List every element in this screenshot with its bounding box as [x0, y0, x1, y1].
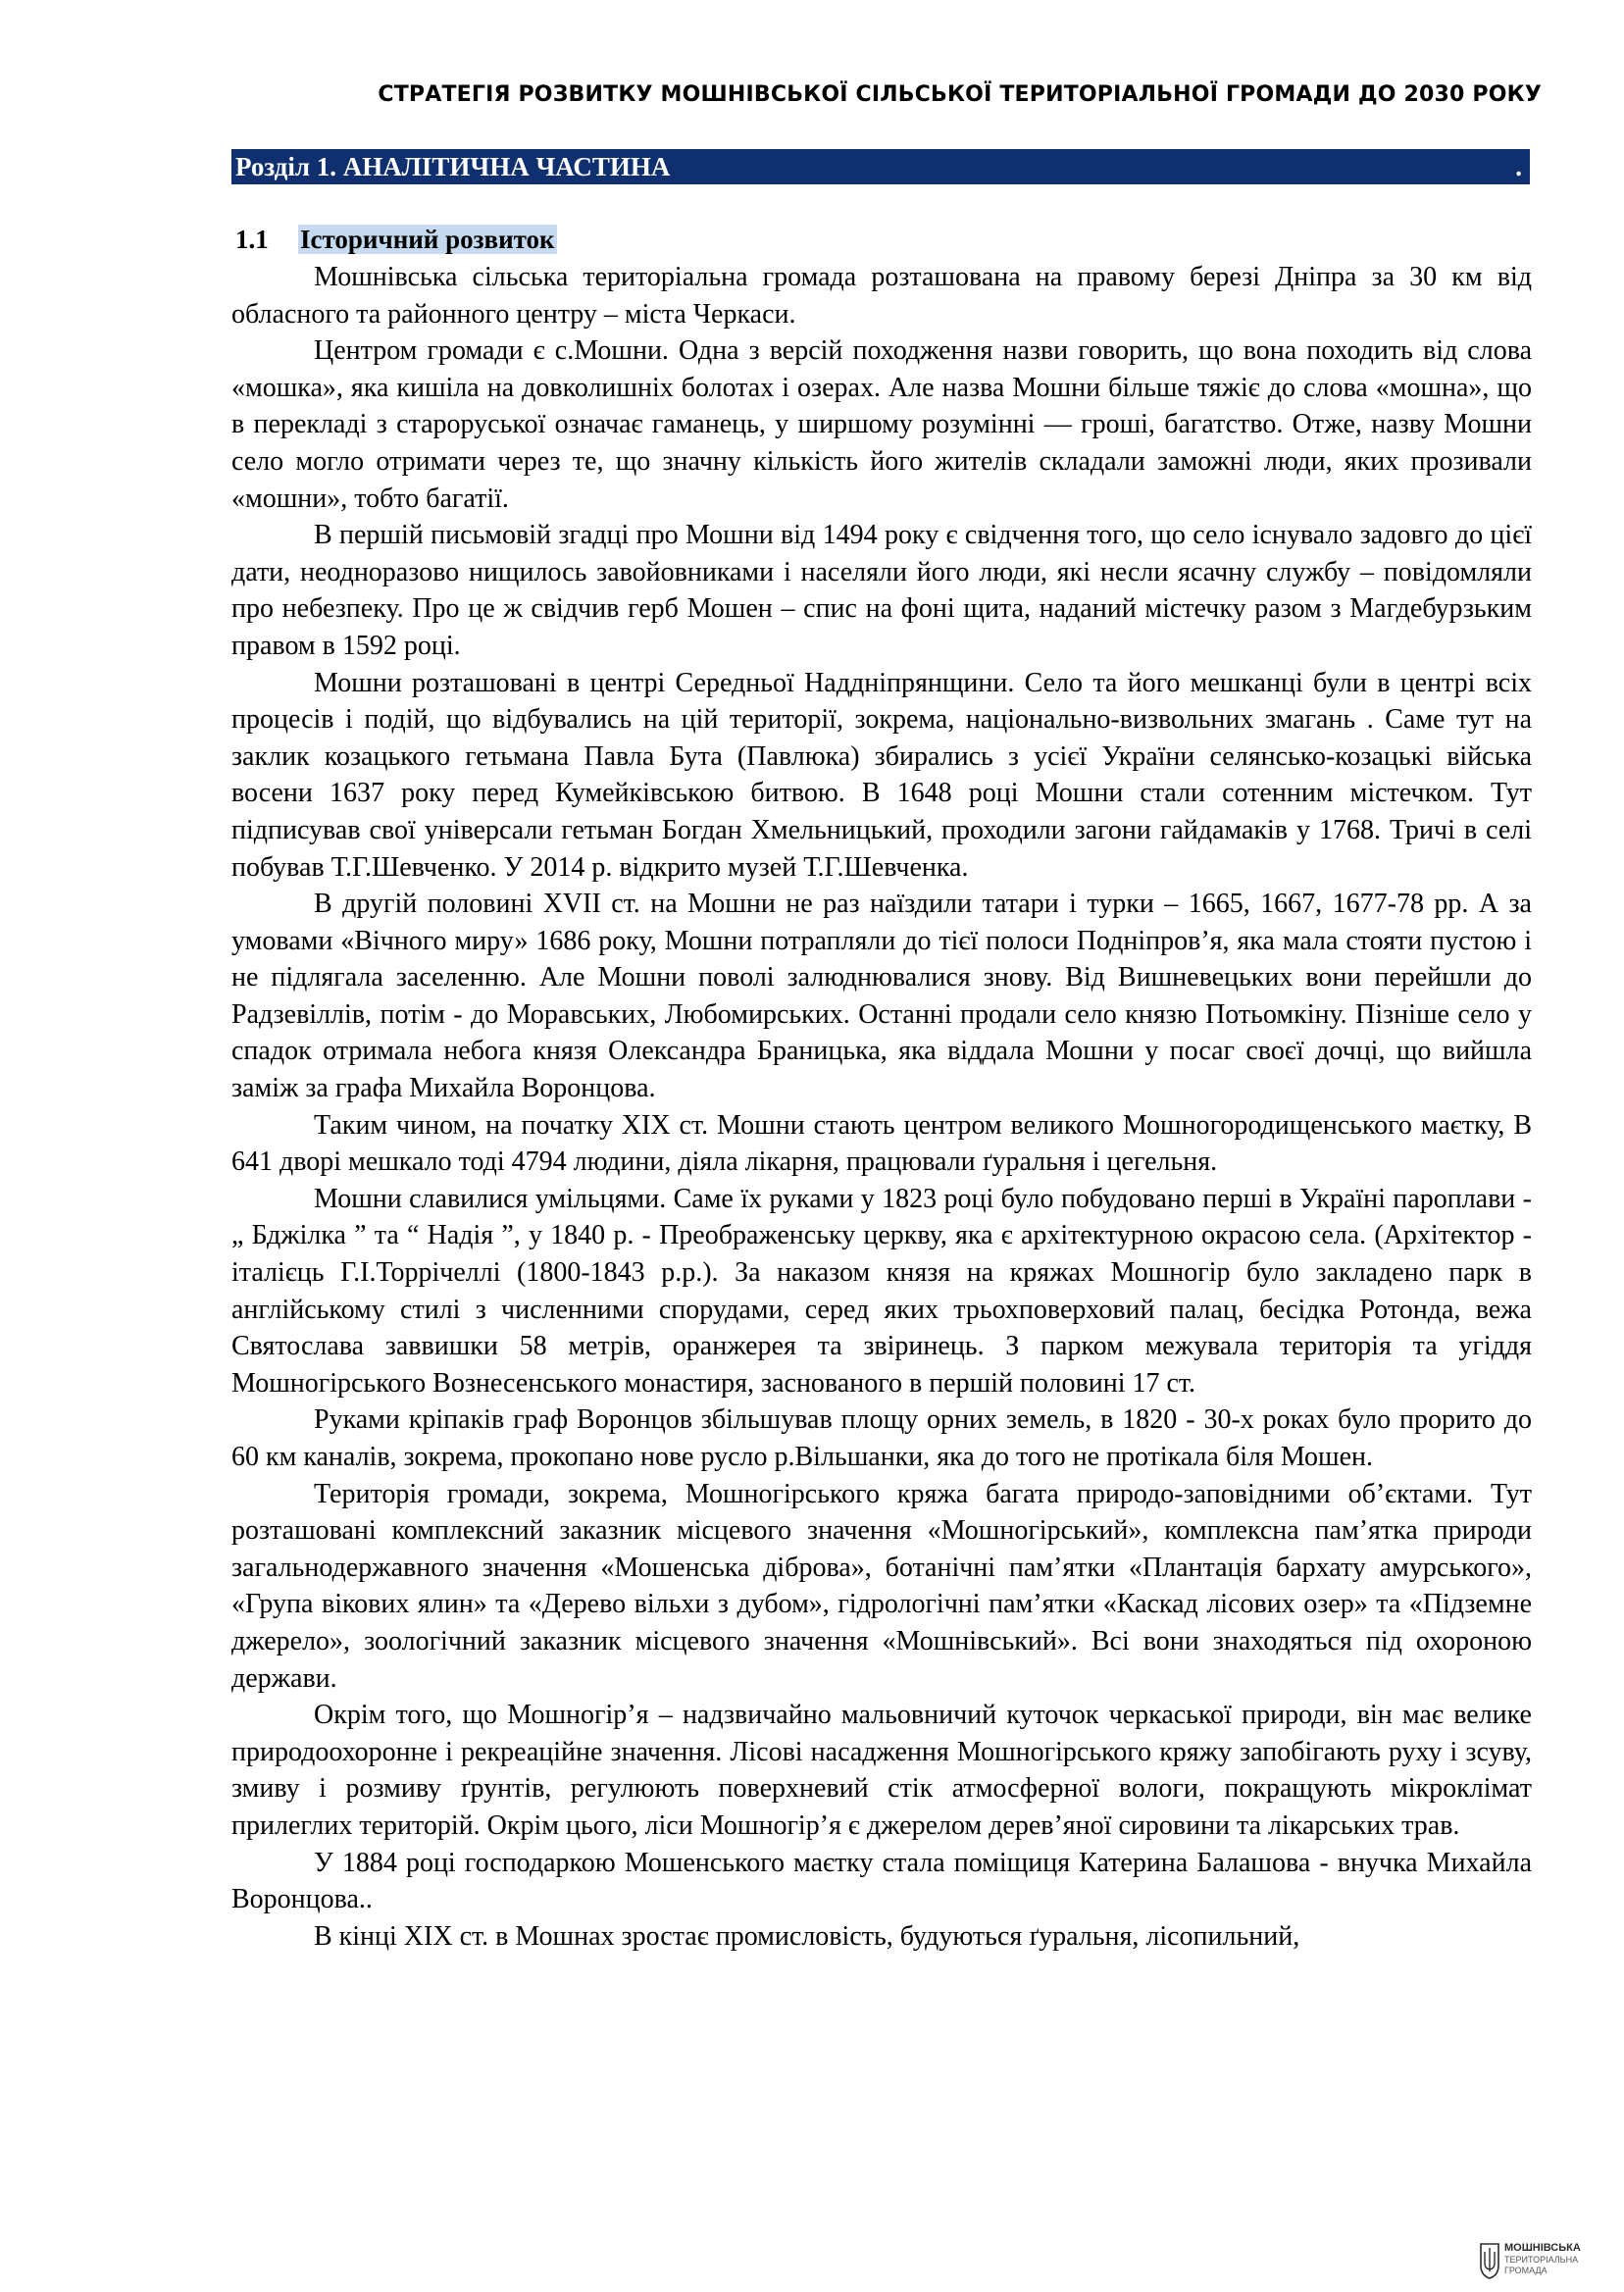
subsection-title: Історичний розвиток: [300, 225, 555, 254]
logo-line-1: МОШНІВСЬКА: [1504, 2242, 1581, 2254]
community-logo: [1479, 2242, 1587, 2281]
page-header: СТРАТЕГІЯ РОЗВИТКУ МОШНІВСЬКОЇ СІЛЬСЬКОЇ ТЕРИТОРІАЛЬНОЇ ГРОМАДИ ДО 2030 РОКУ: [378, 82, 1542, 107]
section-trailing-dot: .: [1515, 152, 1522, 181]
trident-shield-icon: [1479, 2242, 1500, 2279]
paragraph: Територія громади, зокрема, Мошногірського кряжа багата природо-заповідними об’єктами. Тут розташовані комплексний заказник місцевого значення «Мошногірський», комплексна пам’ятка природи загальнодержавного значення «Мошенська діброва», ботанічні пам’ятки «Плантація бархату амурського», «Група вікових ялин» та «Дерево вільхи з дубом», гідрологічні пам’ятки «Каскад лісових озер» та «Підземне джерело», зоологічний заказник місцевого значення «Мошнівський». Всі вони знаходяться під охороною держави.: [231, 1478, 1532, 1694]
logo-text: [1504, 2242, 1589, 2276]
logo-line-2: ТЕРИТОРІАЛЬНА: [1504, 2255, 1579, 2265]
paragraph: Таким чином, на початку XIX ст. Мошни стають центром великого Мошногородищенського маєтку, В 641 дворі мешкало тоді 4794 людини, діяла лікарня, працювали ґуральня і цегельня.: [231, 1109, 1532, 1178]
paragraph: Мошни славилися умільцями. Саме їх руками у 1823 році було побудовано перші в Україні пароплави - „ Бджілка ” та “ Надія ”, у 1840 р. - Преображенську церкву, яка є архітектурною окрасою села. (Архітектор - італієць Г.І.Торрічеллі (1800-1843 р.р.). За наказом князя на кряжах Мошногір було закладено парк в англійському стилі з численними спорудами, серед яких трьохповерховий палац, бесідка Ротонда, вежа Святослава заввишки 58 метрів, оранжерея та звіринець. З парком межувала територія та угіддя Мошногірського Вознесенського монастиря, заснованого в першій половині 17 ст.: [231, 1183, 1532, 1399]
paragraph: У 1884 році господаркою Мошенського маєтку стала поміщиця Катерина Балашова - внучка Михайла Воронцова..: [231, 1847, 1532, 1915]
paragraph: В першій письмовій згадці про Мошни від 1494 року є свідчення того, що село існувало задовго до цієї дати, неодноразово нищилось завойовниками і населяли його люди, які несли ясачну службу – повідомляли про небезпеку. Про це ж свідчив герб Мошен – спис на фоні щита, наданий містечку разом з Магдебурзьким правом в 1592 році.: [231, 520, 1532, 661]
paragraph: Мошнівська сільська територіальна громада розташована на правому березі Дніпра за 30 км від обласного та районного центру – міста Черкаси.: [231, 262, 1532, 330]
body-text: [231, 259, 1532, 1955]
section-title: Розділ 1. АНАЛІТИЧНА ЧАСТИНА: [235, 152, 671, 181]
subsection-number: 1.1: [235, 225, 269, 254]
subsection-heading: [235, 220, 557, 259]
paragraph: В кінці XIX ст. в Мошнах зростає промисловість, будуються ґуральня, лісопильний,: [314, 1920, 1300, 1952]
paragraph: Центром громади є с.Мошни. Одна з версій походження назви говорить, що вона походить від слова «мошка», яка кишіла на довколишніх болотах і озерах. Але назва Мошни більше тяжіє до слова «мошна», що в перекладі з староруської означає гаманець, у ширшому розумінні — гроші, багатство. Отже, назву Мошни село могло отримати через те, що значну кількість його жителів складали заможні люди, яких прозивали «мошни», тобто багатії.: [231, 335, 1532, 514]
paragraph: В другій половині XVII ст. на Мошни не раз наїздили татари і турки – 1665, 1667, 1677-78 рр. А за умовами «Вічного миру» 1686 року, Мошни потрапляли до тієї полоси Подніпров’я, яка мала стояти пустою і не підлягала заселенню. Але Мошни поволі залюднювалися знову. Від Вишневецьких вони перейшли до Радзевіллів, потім - до Моравських, Любомирських. Останні продали село князю Потьомкіну. Пізніше село у спадок отримала небога князя Олександра Браницька, яка віддала Мошни у посаг своєї дочці, що вийшла заміж за графа Михайла Воронцова.: [231, 889, 1532, 1104]
paragraph: Руками кріпаків граф Воронцов збільшував площу орних земель, в 1820 - 30-х роках було прорито до 60 км каналів, зокрема, прокопано нове русло р.Вільшанки, яка до того не протікала біля Мошен.: [231, 1404, 1532, 1472]
paragraph: Мошни розташовані в центрі Середньої Наддніпрянщини. Село та його мешканці були в центрі всіх процесів і подій, що відбувались на цій території, зокрема, національно-визвольних змагань . Саме тут на заклик козацького гетьмана Павла Бута (Павлюка) збирались з усієї України селянсько-козацькі війська восени 1637 року перед Кумейківською битвою. В 1648 році Мошни стали сотенним містечком. Тут підписував свої універсали гетьман Богдан Хмельницький, проходили загони гайдамаків у 1768. Тричі в селі побував Т.Г.Шевченко. У 2014 р. відкрито музей Т.Г.Шевченка.: [231, 667, 1532, 883]
section-heading-bar: [231, 149, 1530, 184]
logo-line-3: ГРОМАДА: [1504, 2266, 1548, 2275]
paragraph: Окрім того, що Мошногір’я – надзвичайно мальовничий куточок черкаської природи, він має велике природоохоронне і рекреаційне значення. Лісові насадження Мошногірського кряжу запобігають руху і зсуву, змиву і розмиву ґрунтів, регулюють поверхневий стік атмосферної вологи, покращують мікроклімат прилеглих територій. Окрім цього, ліси Мошногір’я є джерелом деревʼяної сировини та лікарських трав.: [231, 1700, 1532, 1841]
